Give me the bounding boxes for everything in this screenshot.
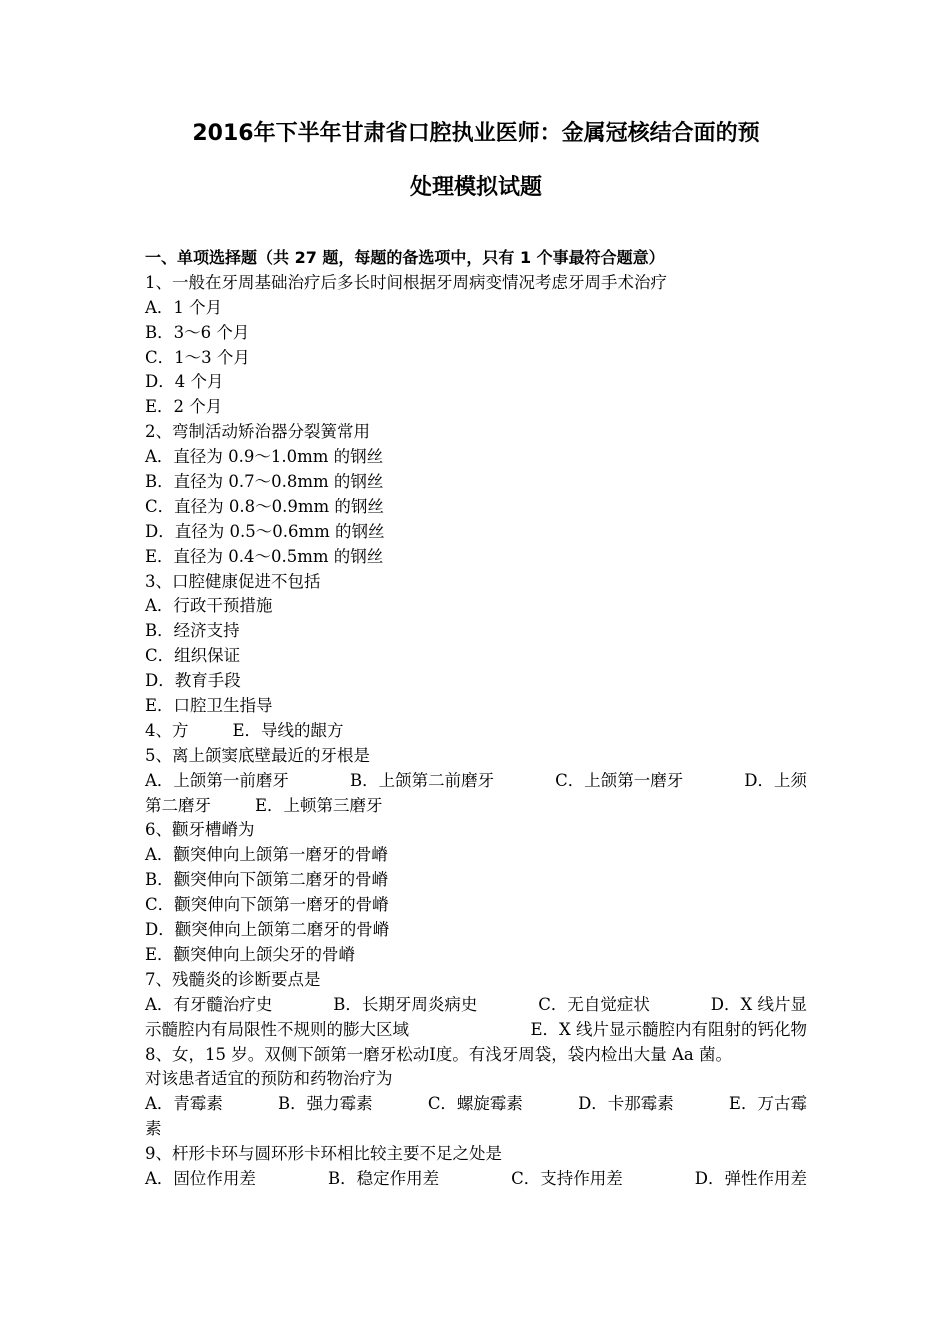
document-body <box>145 246 807 1192</box>
question-3-option-b: B．经济支持 <box>145 621 240 641</box>
question-7-option-a: A．有牙髓治疗史 <box>145 994 273 1014</box>
question-5-option-c: C．上颌第一磨牙 <box>555 770 684 790</box>
question-7-options-row <box>145 993 807 1018</box>
question-8-option-d: D．卡那霉素 <box>578 1094 674 1114</box>
question-6-option-a: A．颧突伸向上颌第一磨牙的骨嵴 <box>145 845 388 865</box>
question-5-option-e: E．上顿第三磨牙 <box>255 795 383 815</box>
question-9-stem: 9、杆形卡环与圆环形卡环相比较主要不足之处是 <box>145 1144 502 1164</box>
question-6-option-e: E．颧突伸向上颌尖牙的骨嵴 <box>145 944 356 964</box>
question-9-options-row <box>145 1167 807 1192</box>
question-8-option-e-cont: 素 <box>145 1119 162 1139</box>
question-2-option-c: C．直径为 0.8～0.9mm 的钢丝 <box>145 496 384 516</box>
question-7-option-c: C．无自觉症状 <box>538 994 650 1014</box>
question-2-option-a: A．直径为 0.9～1.0mm 的钢丝 <box>145 447 384 467</box>
question-5-stem: 5、离上颌窦底壁最近的牙根是 <box>145 745 370 765</box>
document-title-line-1: 2016年下半年甘肃省口腔执业医师：金属冠核结合面的预 <box>192 121 760 146</box>
question-7-stem: 7、残髓炎的诊断要点是 <box>145 969 321 989</box>
question-9-option-a: A．固位作用差 <box>145 1168 256 1188</box>
question-8-stem-line-2: 对该患者适宜的预防和药物治疗为 <box>145 1069 393 1089</box>
question-8-option-e: E．万古霉 <box>728 1094 807 1114</box>
question-3-option-d: D．教育手段 <box>145 671 241 691</box>
question-1-option-d: D．4 个月 <box>145 372 224 392</box>
question-2-stem: 2、弯制活动矫治器分裂簧常用 <box>145 422 370 442</box>
question-8-options-row <box>145 1092 807 1117</box>
question-6-stem: 6、颧牙槽嵴为 <box>145 820 255 840</box>
question-8-stem-line-1: 8、女，15 岁。双侧下颌第一磨牙松动Ⅰ度。有浅牙周袋，袋内检出大量 Aa 菌。 <box>145 1044 732 1064</box>
question-3-stem: 3、口腔健康促进不包括 <box>145 571 321 591</box>
question-3-option-e: E．口腔卫生指导 <box>145 696 273 716</box>
question-5-option-d: D．上须 <box>744 770 807 790</box>
question-8-option-a: A．青霉素 <box>145 1094 223 1114</box>
question-7-option-d-cont: 示髓腔内有局限性不规则的膨大区域 <box>145 1019 409 1039</box>
question-8-option-c: C．螺旋霉素 <box>427 1094 523 1114</box>
question-2-option-e: E．直径为 0.4～0.5mm 的钢丝 <box>145 546 384 566</box>
question-4-line <box>145 719 807 744</box>
question-1-option-b: B．3～6 个月 <box>145 322 250 342</box>
question-3-option-c: C．组织保证 <box>145 646 241 666</box>
question-5-option-b: B．上颌第二前磨牙 <box>349 770 495 790</box>
question-9-option-c: C．支持作用差 <box>511 1168 623 1188</box>
question-5-option-d-cont: 第二磨牙 <box>145 795 211 815</box>
question-7-option-d: D．X 线片显 <box>710 994 807 1014</box>
question-9-option-d: D．弹性作用差 <box>694 1168 807 1188</box>
question-2-option-d: D．直径为 0.5～0.6mm 的钢丝 <box>145 521 385 541</box>
document-title-line-2: 处理模拟试题 <box>409 175 542 200</box>
question-7-option-e: E．X 线片显示髓腔内有阻射的钙化物 <box>530 1019 807 1039</box>
question-4-option-e: E．导线的龈方 <box>232 720 344 740</box>
question-1-option-a: A．1 个月 <box>145 297 223 317</box>
section-heading: 一、单项选择题（共 27 题，每题的备选项中，只有 1 个事最符合题意） <box>145 248 665 267</box>
question-1-option-e: E．2 个月 <box>145 397 223 417</box>
question-5-option-a: A．上颌第一前磨牙 <box>145 770 289 790</box>
question-8-option-b: B．强力霉素 <box>278 1094 373 1114</box>
question-6-option-b: B．颧突伸向下颌第二磨牙的骨嵴 <box>145 870 389 890</box>
question-7-options-row-2 <box>145 1018 807 1043</box>
question-3-option-a: A．行政干预措施 <box>145 596 273 616</box>
question-6-option-d: D．颧突伸向上颌第二磨牙的骨嵴 <box>145 920 390 940</box>
question-4-stem-fragment: 4、方 <box>145 720 189 740</box>
question-5-options-row <box>145 769 807 794</box>
question-7-option-b: B．长期牙周炎病史 <box>333 994 478 1014</box>
question-5-options-row-2 <box>145 794 807 819</box>
question-1-stem: 1、一般在牙周基础治疗后多长时间根据牙周病变情况考虑牙周手术治疗 <box>145 272 667 292</box>
question-6-option-c: C．颧突伸向下颌第一磨牙的骨嵴 <box>145 895 389 915</box>
question-9-option-b: B．稳定作用差 <box>327 1168 440 1188</box>
question-1-option-c: C．1～3 个月 <box>145 347 250 367</box>
question-2-option-b: B．直径为 0.7～0.8mm 的钢丝 <box>145 472 384 492</box>
